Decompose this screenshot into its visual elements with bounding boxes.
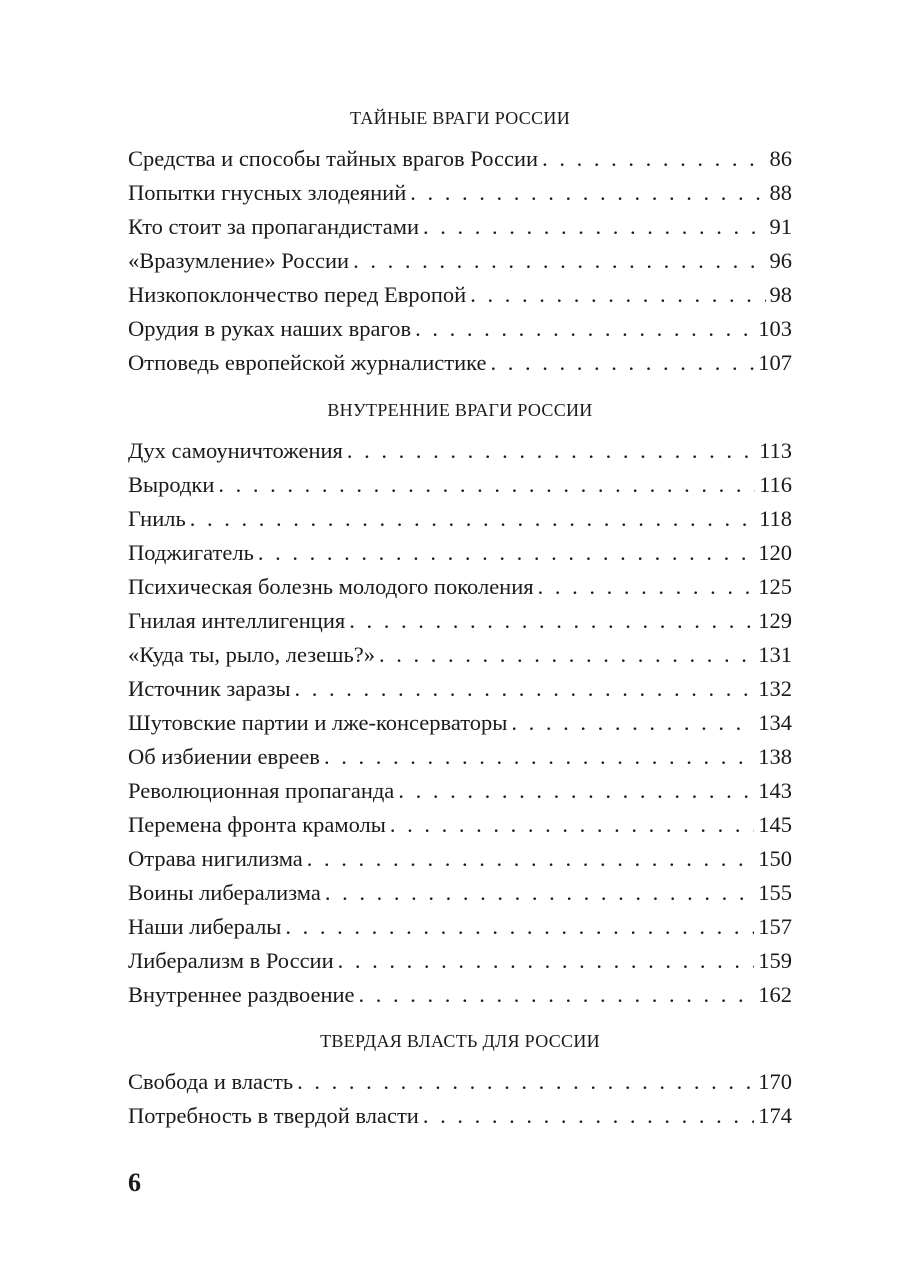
entry-page: 162 <box>758 982 792 1007</box>
dot-leader <box>347 434 755 468</box>
toc-entry[interactable] <box>128 312 792 346</box>
entry-title: Отрава нигилизма <box>128 846 303 871</box>
entry-title: Кто стоит за пропагандистами <box>128 214 420 239</box>
entry-page: 96 <box>769 248 792 273</box>
dot-leader <box>190 502 755 536</box>
dot-leader <box>338 944 755 978</box>
dot-leader <box>353 244 765 278</box>
toc-entry[interactable] <box>128 502 792 536</box>
entry-title: Низкопоклончество перед Европой <box>128 282 467 307</box>
dot-leader <box>324 740 754 774</box>
entry-page: 91 <box>769 214 792 239</box>
dot-leader <box>511 706 754 740</box>
entry-page: 174 <box>758 1103 792 1128</box>
dot-leader <box>538 570 755 604</box>
section-heading: ТАЙНЫЕ ВРАГИ РОССИИ <box>349 108 571 128</box>
toc-entry[interactable] <box>128 468 792 502</box>
entry-page: 125 <box>758 574 792 599</box>
dot-leader <box>359 978 755 1012</box>
entry-page: 120 <box>758 540 792 565</box>
toc-entry[interactable] <box>128 944 792 978</box>
entry-page: 159 <box>758 948 792 973</box>
entry-page: 86 <box>769 146 792 171</box>
entry-page: 134 <box>758 710 792 735</box>
toc-entry[interactable] <box>128 1065 792 1099</box>
toc-entry[interactable] <box>128 774 792 808</box>
dot-leader <box>349 604 754 638</box>
entry-title: Источник заразы <box>128 676 291 701</box>
entry-page: 88 <box>769 180 792 205</box>
entry-page: 107 <box>758 350 792 375</box>
dot-leader <box>307 842 754 876</box>
toc-entry[interactable] <box>128 142 792 176</box>
dot-leader <box>390 808 754 842</box>
entry-title: Отповедь европейской журналистике <box>128 350 487 375</box>
dot-leader <box>325 876 754 910</box>
dot-leader <box>295 672 755 706</box>
entry-title: «Вразумление» России <box>128 248 350 273</box>
entry-page: 103 <box>758 316 792 341</box>
entry-page: 132 <box>758 676 792 701</box>
entry-title: Гниль <box>128 506 186 531</box>
toc-section <box>128 398 792 1012</box>
entry-page: 116 <box>759 472 792 497</box>
entry-page: 150 <box>758 846 792 871</box>
dot-leader <box>423 1099 754 1133</box>
entry-title: Перемена фронта крамолы <box>128 812 386 837</box>
toc-entry[interactable] <box>128 434 792 468</box>
toc-entry[interactable] <box>128 346 792 380</box>
entry-page: 118 <box>759 506 792 531</box>
entry-title: Средства и способы тайных врагов России <box>128 146 539 171</box>
toc-entry[interactable] <box>128 672 792 706</box>
entry-title: Шутовские партии и лже-консерваторы <box>128 710 508 735</box>
dot-leader <box>410 176 765 210</box>
entry-page: 155 <box>758 880 792 905</box>
entry-page: 129 <box>758 608 792 633</box>
dot-leader <box>258 536 754 570</box>
page-number: 6 <box>128 1168 141 1197</box>
toc-entry[interactable] <box>128 1099 792 1133</box>
toc-entry[interactable] <box>128 570 792 604</box>
entry-title: Попытки гнусных злодеяний <box>128 180 407 205</box>
entry-page: 98 <box>769 282 792 307</box>
entry-title: Свобода и власть <box>128 1069 294 1094</box>
entry-title: Гнилая интеллигенция <box>128 608 346 633</box>
entry-title: Воины либерализма <box>128 880 321 905</box>
section-heading: ВНУТРЕННИЕ ВРАГИ РОССИИ <box>327 400 593 420</box>
entry-title: Психическая болезнь молодого поколения <box>128 574 534 599</box>
entry-title: Дух самоуничтожения <box>128 438 343 463</box>
entry-page: 170 <box>758 1069 792 1094</box>
entry-title: Потребность в твердой власти <box>128 1103 419 1128</box>
dot-leader <box>415 312 754 346</box>
entry-title: Об избиении евреев <box>128 744 320 769</box>
toc-entry[interactable] <box>128 808 792 842</box>
toc-entry[interactable] <box>128 638 792 672</box>
toc-entry[interactable] <box>128 210 792 244</box>
entry-page: 143 <box>758 778 792 803</box>
toc-entry[interactable] <box>128 910 792 944</box>
entry-title: «Куда ты, рыло, лезешь?» <box>128 642 375 667</box>
toc-entry[interactable] <box>128 842 792 876</box>
entry-title: Революционная пропаганда <box>128 778 395 803</box>
entry-title: Внутреннее раздвоение <box>128 982 355 1007</box>
dot-leader <box>470 278 765 312</box>
entry-page: 157 <box>758 914 792 939</box>
entry-title: Выродки <box>128 472 215 497</box>
toc-entry[interactable] <box>128 740 792 774</box>
dot-leader <box>379 638 754 672</box>
entry-page: 113 <box>759 438 792 463</box>
dot-leader <box>218 468 755 502</box>
dot-leader <box>542 142 765 176</box>
dot-leader <box>398 774 754 808</box>
dot-leader <box>491 346 755 380</box>
toc-entry[interactable] <box>128 978 792 1012</box>
toc-section <box>128 106 792 380</box>
entry-title: Орудия в руках наших врагов <box>128 316 412 341</box>
toc-entry[interactable] <box>128 536 792 570</box>
toc-entry[interactable] <box>128 176 792 210</box>
toc-section <box>128 1029 792 1133</box>
dot-leader <box>285 910 754 944</box>
dot-leader <box>297 1065 754 1099</box>
toc-entry[interactable] <box>128 604 792 638</box>
entry-title: Наши либералы <box>128 914 282 939</box>
toc-entry[interactable] <box>128 706 792 740</box>
entry-title: Поджигатель <box>128 540 254 565</box>
entry-page: 145 <box>758 812 792 837</box>
dot-leader <box>423 210 765 244</box>
toc-entry[interactable] <box>128 876 792 910</box>
toc-entry[interactable] <box>128 244 792 278</box>
entry-title: Либерализм в России <box>128 948 334 973</box>
section-heading: ТВЕРДАЯ ВЛАСТЬ ДЛЯ РОССИИ <box>320 1031 600 1051</box>
toc-entry[interactable] <box>128 278 792 312</box>
entry-page: 138 <box>758 744 792 769</box>
entry-page: 131 <box>758 642 792 667</box>
